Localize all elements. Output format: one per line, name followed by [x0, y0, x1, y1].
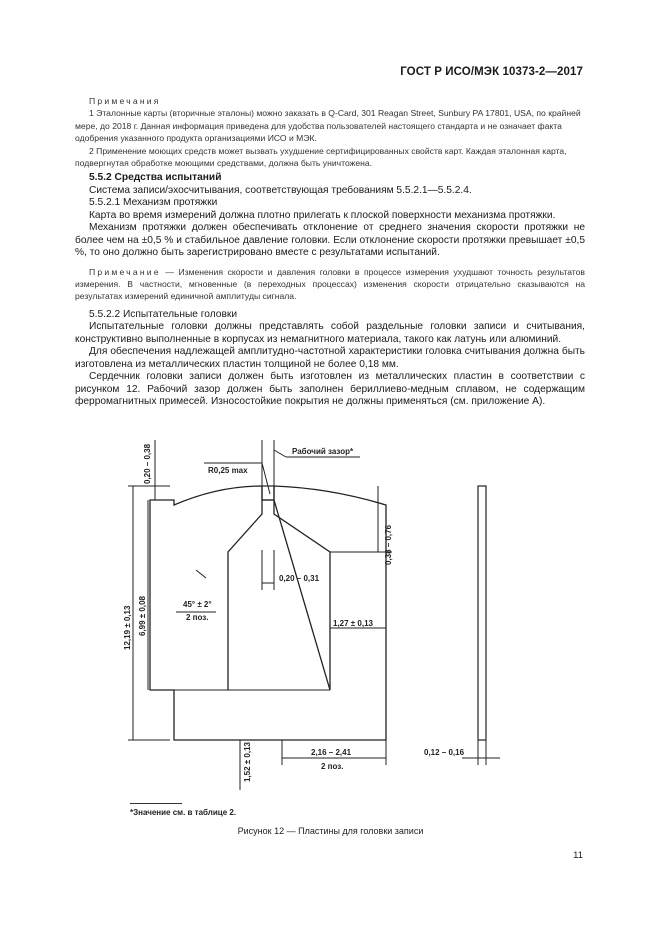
dim-bottom-count: 2 поз. — [321, 762, 344, 771]
section-heading: 5.5.2 Средства испытаний — [89, 172, 222, 183]
figure-footnote: *Значение см. в таблице 2. — [130, 808, 237, 817]
document-header: ГОСТ Р ИСО/МЭК 10373-2—2017 — [400, 66, 583, 78]
system-line: Система записи/эхосчитывания, соответствующая требованиям 5.5.2.1—5.5.2.4. — [89, 184, 472, 196]
dim-angle: 45° ± 2° — [183, 600, 212, 609]
notes-title: Примечания — [89, 96, 161, 106]
note-1: 1 Эталонные карты (вторичные эталоны) можно заказать в Q-Card, 301 Reagan Street, Sunbury PA 17801, USA, по крайней мере, до 2018 г. Данная информация приведена для удобства пользователей настоящего стандарта и не означает факта одобрения указанного продукта организациями ИСО и МЭК. — [75, 108, 581, 144]
dim-thickness: 0,12 – 0,16 — [424, 748, 465, 757]
dim-total-height: 12,19 ± 0,13 — [123, 605, 132, 650]
dim-gap-width: 0,20 – 0,31 — [279, 574, 320, 583]
sub2-paragraph-1: Испытательные головки должны представлять собой раздельные головки записи и считывания, конструктивно выполненные в корпусах из немагнитного материала, такого как латунь или алюминий. — [75, 321, 585, 345]
dim-step: 1,27 ± 0,13 — [333, 619, 373, 628]
sub2-paragraph-2: Для обеспечения надлежащей амплитудно-частотной характеристики головка считывания должна быть изготовлена из металлических пластин толщиной не более 0,18 мм. — [75, 346, 585, 370]
dim-inner-height: 6,99 ± 0,08 — [138, 596, 147, 636]
core-outline — [228, 500, 330, 690]
angle-arc — [196, 570, 206, 578]
page-number: 11 — [573, 850, 583, 861]
dim-right-top: 0,38 – 0,76 — [384, 524, 393, 565]
sub1-note-text: — Изменения скорости и давления головки в процессе измерения ухудшают точность результатов измерения. В частности, мгновенные (в переходных процессах) изменения скорости отрицательно сказываются на результатах измерений единичной амплитуды сигнала. — [75, 266, 585, 302]
sub1-paragraph-2: Механизм протяжки должен обеспечивать отклонение от среднего значения скорости протяжки не более чем на ±0,5 % и стабильное давление головки. Если отклонение скорости протяжки превышает ±0,5 %, то оно должно быть зарегистрировано вместе с результатами испытаний. — [75, 222, 585, 258]
dim-angle-count: 2 поз. — [186, 613, 209, 622]
figure-caption: Рисунок 12 — Пластины для головки записи — [237, 826, 424, 836]
dim-top-left: 0,20 – 0,38 — [143, 443, 152, 484]
subsection-2-title: 5.5.2.2 Испытательные головки — [89, 308, 238, 320]
subsection-1-title: 5.5.2.1 Механизм протяжки — [89, 197, 218, 208]
sub2-paragraph-3: Сердечник головки записи должен быть изготовлен из металлических пластин в соответствии с рисунком 12. Рабочий зазор должен быть заполнен бериллиево-медным сплавом, не содержащим ферромагнитных примесей. Износостойкие покрытия не должны применяться (см. приложение А). — [75, 371, 585, 408]
edge-strip — [478, 486, 486, 740]
dim-bottom-height: 1,52 ± 0,13 — [243, 742, 252, 782]
sub1-paragraph-1: Карта во время измерений должна плотно прилегать к плоской поверхности механизма протяжки. — [89, 209, 556, 221]
sub1-note-label: Примечание — [89, 266, 161, 277]
dim-bottom-width: 2,16 – 2,41 — [311, 748, 352, 757]
note-2: 2 Применение моющих средств может вызвать ухудшение сертифицированных свойств карт. Каждая эталонная карта, подвергнутая обработке моющими средствами, должна быть уничтожена. — [75, 145, 567, 169]
gap-label: Рабочий зазор* — [292, 447, 354, 456]
footnote-rule — [130, 803, 182, 804]
r-label: R0,25 max — [208, 466, 248, 475]
